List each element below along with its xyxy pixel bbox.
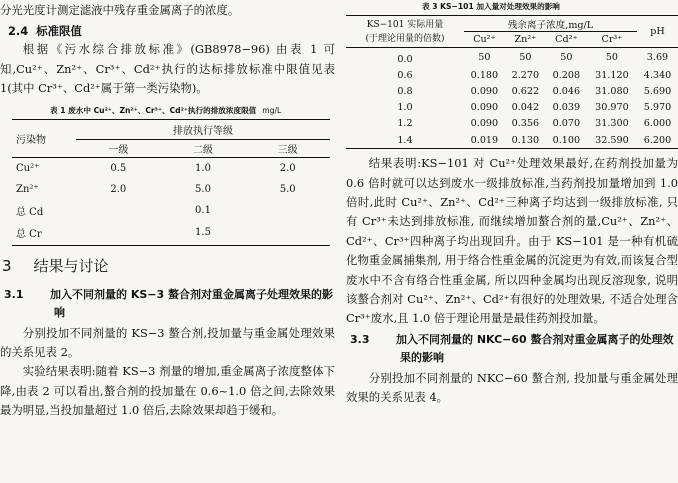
table3-caption: 表 3 KS−101 加入量对处理效果的影响 <box>422 2 560 11</box>
table1-cell <box>76 200 161 221</box>
table3-cell: 50 <box>605 52 619 64</box>
table3-cell: 31.300 <box>595 118 629 130</box>
table-row <box>12 179 330 200</box>
section-title: 加入不同剂量的 NKC−60 螯合剂对重金属离子的处理效果的影响 <box>396 332 674 364</box>
table3-cell: 5.970 <box>643 102 672 114</box>
table3-cell: 2.270 <box>511 69 540 81</box>
table-row <box>346 116 678 132</box>
table1-header-pollutant: 污染物 <box>12 119 76 157</box>
section-number: 3.1 <box>4 287 24 301</box>
section-2-4-heading <box>0 22 335 40</box>
table3-header-dosage-line2: (于理论用量的倍数) <box>365 33 445 44</box>
table1-unit: mg/L <box>262 105 282 115</box>
chapter-3-heading <box>2 256 335 276</box>
table-row <box>346 67 678 83</box>
table1-pollutant: 总 Cd <box>16 206 44 218</box>
chapter-number: 3 <box>2 256 12 275</box>
table3-cell: 0.019 <box>464 132 505 149</box>
table3-header-dosage-line1: KS−101 实际用量 <box>366 19 444 30</box>
intro-line: 分光光度计测定滤液中残存重金属离子的浓度。 <box>0 3 240 17</box>
paragraph-ks3-intro: 分别投加不同剂量的 KS−3 螯合剂,投加量与重金属处理效果的关系见表 2。 <box>0 325 335 360</box>
right-column <box>346 0 678 408</box>
paragraph-ks101-results: 结果表明:KS−101 对 Cu²⁺处理效果最好,在药剂投加量为 0.6 倍时就可以达到废水一级排放标准,当药剂投加量增加到 1.0 倍时,此时 Cu²⁺、Zn²⁺、Cd²⁺三种离子均达到一级排放标准, 只有 Cr³⁺未达到排放标准, 而继续增加螯合剂的量,Cu²⁺、Zn²⁺、Cd²⁺、Cr³⁺四种离子均出现回升。由于 KS−101 是一种有机硫化物重金属捕集剂, 用于络合性重金属的沉淀更为有效,而该复合型废水中不含有络合性重金属, 所以四种金属均出现反溶现象, 说明该螯合剂对 Cu²⁺、Zn²⁺、Cd²⁺有很好的处理效果, 不适合处理含 Cr³⁺废水,且 1.0 倍于理论用量是最佳药剂投加量。 <box>346 156 678 326</box>
table3-cell: 3.69 <box>646 52 669 64</box>
table3-cell: 0.130 <box>505 132 546 149</box>
table3-cell: 6.200 <box>637 132 678 149</box>
table3-cell: 1.4 <box>346 132 464 149</box>
table3-cell: 50 <box>478 52 491 64</box>
table1-header-level: 二级 <box>161 139 246 157</box>
table3-cell: 50 <box>560 52 573 64</box>
table3-cell: 1.2 <box>397 118 413 130</box>
table3-cell: 6.000 <box>643 118 672 130</box>
table3-cell: 0.070 <box>552 118 581 130</box>
table3-cell: 0.100 <box>546 132 587 149</box>
table1-cell <box>245 200 330 221</box>
table3-cell: 0.039 <box>552 102 581 114</box>
table3-cell: 0.180 <box>470 69 499 81</box>
table3-cell: 30.970 <box>595 102 629 114</box>
table3-cell: 1.0 <box>397 102 413 114</box>
table3-cell: 0.622 <box>511 85 540 97</box>
table3-cell: 0.356 <box>511 118 540 130</box>
table1-cell: 5.0 <box>279 183 296 195</box>
table-row <box>346 100 678 116</box>
table3-cell: 0.0 <box>397 53 413 65</box>
table3-cell: 31.120 <box>595 69 629 81</box>
table-row <box>346 83 678 99</box>
table3-cell: 31.080 <box>595 85 629 97</box>
table3-cell: 0.042 <box>511 102 540 114</box>
table1-cell: 2.0 <box>279 162 296 174</box>
section-3-3-heading <box>346 331 678 367</box>
table1-header-group: 排放执行等级 <box>76 119 330 139</box>
table3-header-group: 残余离子浓度,mg/L <box>464 16 637 32</box>
table1-cell: 1.5 <box>161 221 246 246</box>
table-3 <box>346 15 678 149</box>
section-title: 加入不同剂量的 KS−3 螯合剂对重金属离子处理效果的影响 <box>50 287 333 319</box>
table3-cell: 0.090 <box>470 85 499 97</box>
table3-header-ion: Zn²⁺ <box>505 32 546 48</box>
paragraph-standard: 根据《污水综合排放标准》(GB8978−96) 由表 1 可知,Cu²⁺、Zn²⁺、Cr³⁺、Cd²⁺执行的达标排放标准中限值见表 1(其中 Cr³⁺、Cd²⁺属于第一类污染物)。 <box>0 42 335 96</box>
paragraph-ks3-results: 实验结果表明:随着 KS−3 剂量的增加,重金属离子浓度整体下降,由表 2 可以看出,螯合剂的投加量在 0.6~1.0 倍之间,去除效果最为明显,当投加量超过 1.0 倍后,去除效果却趋于缓和。 <box>0 364 335 418</box>
table-1 <box>12 119 330 246</box>
table1-cell: 1.0 <box>195 162 211 174</box>
table3-cell: 50 <box>519 52 532 64</box>
table1-header-level: 三级 <box>245 139 330 157</box>
table3-cell: 5.690 <box>643 85 672 97</box>
table3-header-ion: Cd²⁺ <box>546 32 587 48</box>
section-number: 2.4 <box>8 24 29 39</box>
table1-cell: 0.5 <box>110 162 127 174</box>
table3-cell: 0.046 <box>552 85 581 97</box>
table1-cell <box>245 221 330 246</box>
table1-cell: 2.0 <box>110 183 127 195</box>
table1-cell: 5.0 <box>195 183 211 195</box>
table3-cell: 4.340 <box>643 69 672 81</box>
table3-cell: 0.090 <box>470 118 499 130</box>
table3-cell: 0.6 <box>397 69 413 81</box>
table1-caption <box>50 105 335 117</box>
table1-pollutant: Zn²⁺ <box>16 183 39 195</box>
table1-pollutant: Cu²⁺ <box>16 162 40 174</box>
table-row <box>346 132 678 149</box>
chapter-title: 结果与讨论 <box>33 256 109 275</box>
table1-cell: 0.1 <box>195 204 211 216</box>
table-row <box>12 221 330 246</box>
table3-cell: 0.090 <box>470 102 499 114</box>
table3-cell: 0.208 <box>552 69 581 81</box>
table3-header-ion: Cu²⁺ <box>464 32 505 48</box>
table3-cell: 32.590 <box>587 132 637 149</box>
table1-caption-text: 表 1 废水中 Cu²⁺、Zn²⁺、Cr³⁺、Cd²⁺执行的排放浓度限值 <box>50 105 257 115</box>
section-3-1-heading <box>0 286 335 322</box>
table3-header-dosage <box>346 16 464 48</box>
table3-header-ion: Cr³⁺ <box>587 32 637 48</box>
table1-cell <box>76 221 161 246</box>
table3-cell: 0.8 <box>397 85 413 97</box>
table-row <box>12 157 330 179</box>
section-title: 标准限值 <box>36 24 82 39</box>
section-number: 3.3 <box>350 332 370 346</box>
paragraph-nkc60-intro: 分别投加不同剂量的 NKC−60 螯合剂, 投加量与重金属处理效果的关系见表 4。 <box>346 370 678 405</box>
table-row <box>346 48 678 68</box>
table-row <box>12 200 330 221</box>
table1-header-level: 一级 <box>76 139 161 157</box>
left-column <box>0 0 335 421</box>
table1-pollutant: 总 Cr <box>12 221 76 246</box>
table3-header-ph: pH <box>637 16 678 48</box>
